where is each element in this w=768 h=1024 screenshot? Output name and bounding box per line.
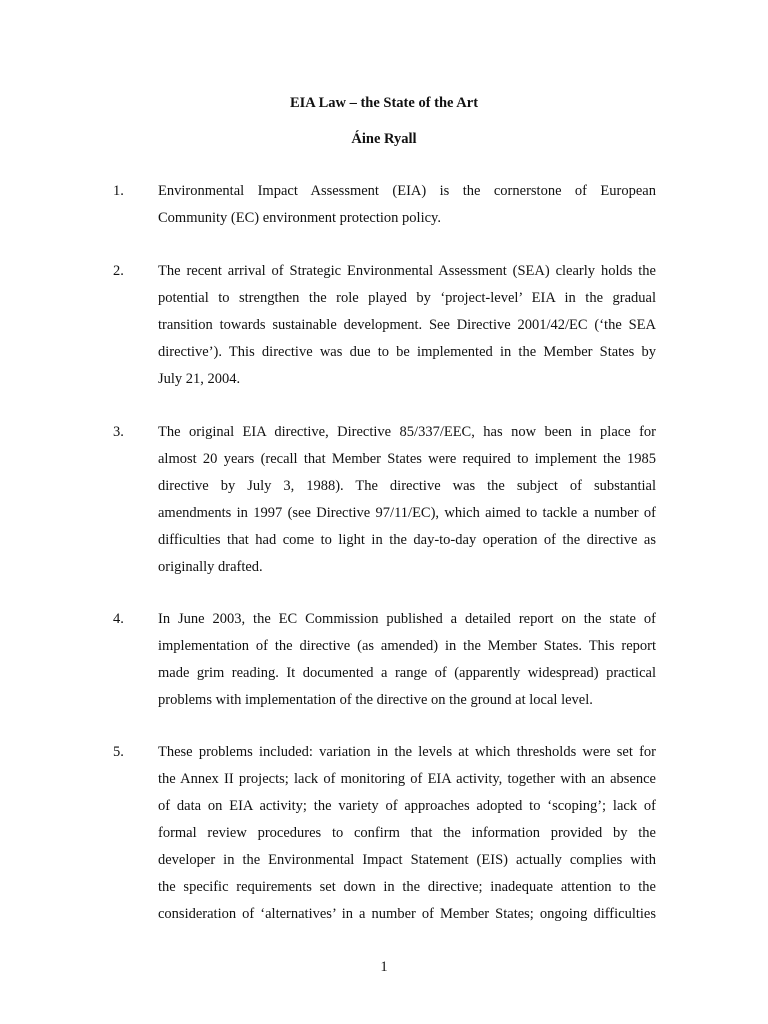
document-author: Áine Ryall <box>351 131 417 147</box>
paragraph-line: the specific requirements set down in the directive; inadequate attention to the <box>158 879 656 895</box>
paragraph-body <box>158 419 656 581</box>
paragraph-body <box>158 258 656 393</box>
paragraph-body <box>158 606 656 714</box>
paragraph-line: directive by July 3, 1988). The directive was the subject of substantial <box>158 478 656 494</box>
paragraph-number: 3. <box>113 424 124 440</box>
paragraph-line: transition towards sustainable development. See Directive 2001/42/EC (‘the SEA <box>158 317 656 333</box>
paragraph-line: developer in the Environmental Impact Statement (EIS) actually complies with <box>158 852 656 868</box>
paragraph-number: 1. <box>113 183 124 199</box>
paragraph-line: potential to strengthen the role played by ‘project-level’ EIA in the gradual <box>158 290 656 306</box>
paragraph-line: of data on EIA activity; the variety of approaches adopted to ‘scoping’; lack of <box>158 798 656 814</box>
paragraph-number: 4. <box>113 611 124 627</box>
paragraph-line: implementation of the directive (as amended) in the Member States. This report <box>158 638 656 654</box>
paragraph-line: The original EIA directive, Directive 85/337/EEC, has now been in place for <box>158 424 656 440</box>
paragraph-body <box>158 178 656 232</box>
paragraph-line: originally drafted. <box>158 559 263 575</box>
paragraph-line: almost 20 years (recall that Member States were required to implement the 1985 <box>158 451 656 467</box>
paragraph-line: July 21, 2004. <box>158 371 241 387</box>
paragraph-line: amendments in 1997 (see Directive 97/11/EC), which aimed to tackle a number of <box>158 505 656 521</box>
paragraph-line: formal review procedures to confirm that the information provided by the <box>158 825 656 841</box>
paragraph-number: 5. <box>113 744 124 760</box>
paragraph-line: The recent arrival of Strategic Environmental Assessment (SEA) clearly holds the <box>158 263 656 279</box>
paragraph-line: made grim reading. It documented a range of (apparently widespread) practical <box>158 665 656 681</box>
paragraph-line: Community (EC) environment protection policy. <box>158 210 441 226</box>
paragraph-line: the Annex II projects; lack of monitoring of EIA activity, together with an absence <box>158 771 656 787</box>
paragraph-body <box>158 739 656 928</box>
document-title: EIA Law – the State of the Art <box>289 95 479 111</box>
paragraph-number: 2. <box>113 263 124 279</box>
paragraph-line: Environmental Impact Assessment (EIA) is the cornerstone of European <box>158 183 656 199</box>
paragraph-line: These problems included: variation in the levels at which thresholds were set for <box>158 744 656 760</box>
paragraph-line: difficulties that had come to light in the day-to-day operation of the directive as <box>158 532 656 548</box>
paragraph-line: consideration of ‘alternatives’ in a number of Member States; ongoing difficulties <box>158 906 656 922</box>
paragraph-line: In June 2003, the EC Commission published a detailed report on the state of <box>158 611 656 627</box>
page-number: 1 <box>380 959 388 975</box>
paragraph-line: problems with implementation of the directive on the ground at local level. <box>158 692 593 708</box>
paragraph-line: directive’). This directive was due to be implemented in the Member States by <box>158 344 656 360</box>
